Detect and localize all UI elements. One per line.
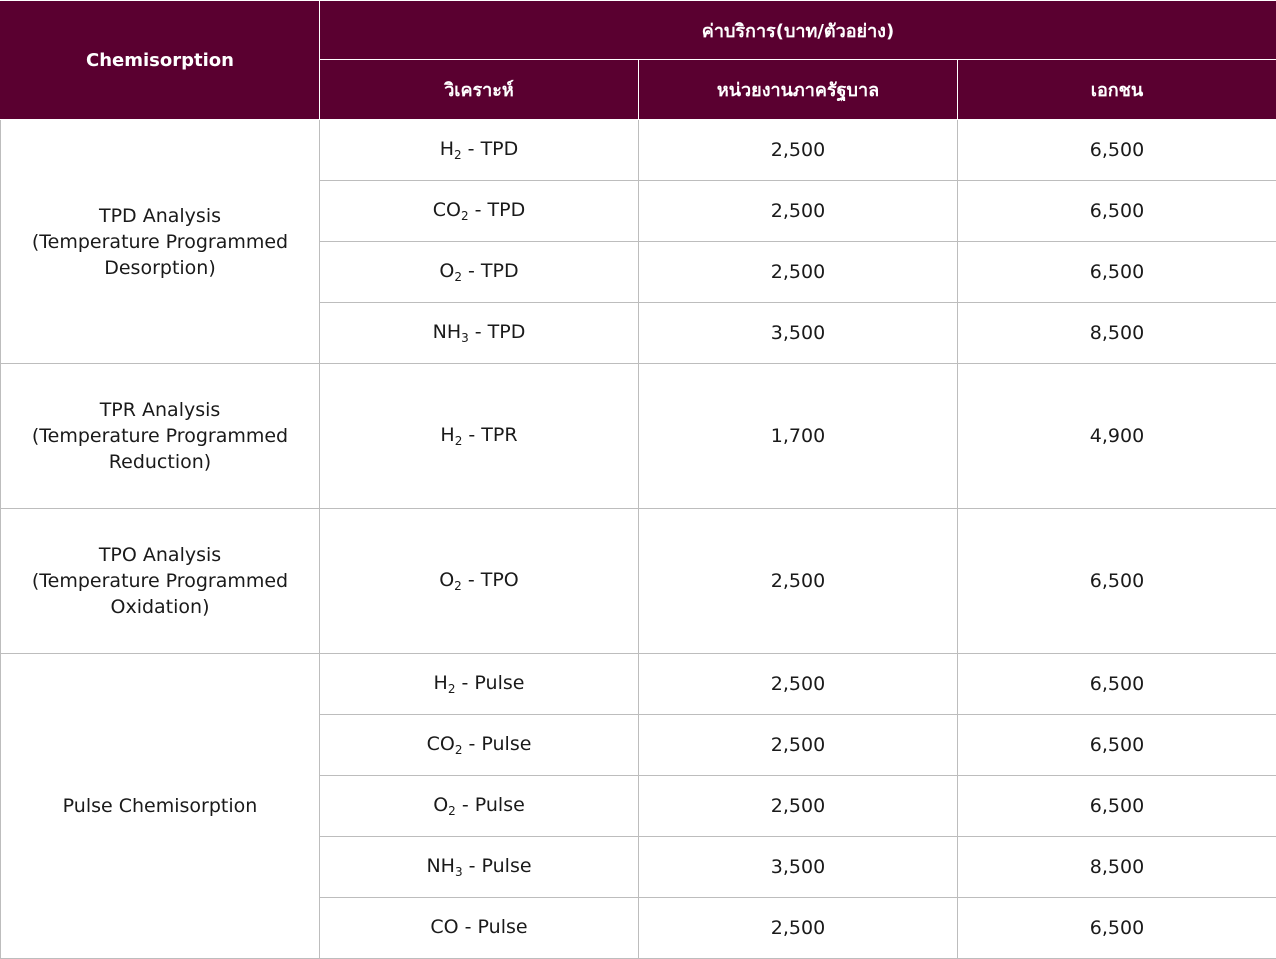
gas-subscript: 3: [454, 865, 463, 879]
government-price: 2,500: [639, 654, 958, 715]
analysis-group-name: [1, 654, 320, 959]
government-price: 2,500: [639, 898, 958, 959]
government-price: 2,500: [639, 242, 958, 303]
analysis-cell: [320, 715, 639, 776]
private-price: 8,500: [958, 837, 1276, 898]
analysis-type: - TPO: [461, 569, 519, 591]
private-price: 8,500: [958, 303, 1276, 364]
gas-formula: O: [439, 260, 455, 282]
group-name-line: (Temperature Programmed: [31, 570, 289, 592]
table-header: [1, 1, 1276, 120]
analysis-group-name: [1, 120, 320, 364]
government-price: 2,500: [639, 181, 958, 242]
gas-formula: H: [439, 138, 454, 160]
analysis-type: - Pulse: [455, 794, 525, 816]
analysis-cell: [320, 898, 639, 959]
gas-formula: O: [433, 794, 449, 816]
private-price: 6,500: [958, 654, 1276, 715]
analysis-type: - TPD: [468, 321, 526, 343]
gas-formula: CO: [432, 199, 461, 221]
group-name-line: (Temperature Programmed: [31, 425, 289, 447]
analysis-type: - Pulse: [462, 733, 532, 755]
private-price: 6,500: [958, 242, 1276, 303]
private-price: 6,500: [958, 776, 1276, 837]
table-body: [1, 120, 1276, 959]
analysis-cell: [320, 654, 639, 715]
analysis-cell: [320, 364, 639, 509]
analysis-cell: [320, 242, 639, 303]
gas-subscript: 2: [454, 579, 462, 593]
analysis-type: - Pulse: [455, 672, 525, 694]
government-price: 3,500: [639, 837, 958, 898]
private-price: 6,500: [958, 120, 1276, 181]
table-row: [1, 364, 1276, 509]
group-name-line: TPR Analysis: [99, 399, 221, 421]
group-name-line: Oxidation): [110, 596, 210, 618]
analysis-cell: [320, 120, 639, 181]
government-price: 3,500: [639, 303, 958, 364]
group-name-line: Reduction): [108, 451, 212, 473]
analysis-group-name: [1, 509, 320, 654]
analysis-group-name: [1, 364, 320, 509]
category-header: Chemisorption: [1, 1, 320, 120]
gas-formula: O: [439, 569, 455, 591]
gas-formula: CO: [426, 733, 455, 755]
government-column-header: หน่วยงานภาครัฐบาล: [639, 60, 958, 120]
government-price: 2,500: [639, 120, 958, 181]
analysis-cell: [320, 303, 639, 364]
private-price: 6,500: [958, 898, 1276, 959]
private-column-header: เอกชน: [958, 60, 1276, 120]
group-name-line: Desorption): [104, 256, 216, 279]
group-name-line: TPD Analysis: [98, 204, 221, 227]
gas-formula: H: [433, 672, 448, 694]
gas-subscript: 2: [448, 804, 456, 818]
gas-subscript: 2: [447, 682, 456, 696]
government-price: 2,500: [639, 715, 958, 776]
gas-formula: NH: [432, 321, 462, 343]
gas-subscript: 2: [454, 270, 462, 284]
group-name-line: Pulse Chemisorption: [62, 795, 258, 817]
analysis-type: - TPD: [461, 260, 519, 282]
analysis-type: - TPD: [468, 199, 526, 221]
group-name-line: TPO Analysis: [98, 544, 222, 566]
gas-subscript: 2: [454, 743, 463, 757]
private-price: 6,500: [958, 181, 1276, 242]
price-group-header: ค่าบริการ(บาท/ตัวอย่าง): [320, 1, 1276, 60]
gas-formula: NH: [426, 855, 455, 877]
analysis-type: - Pulse: [458, 916, 528, 938]
analysis-column-header: วิเคราะห์: [320, 60, 639, 120]
analysis-type: - Pulse: [462, 855, 532, 877]
government-price: 1,700: [639, 364, 958, 509]
gas-formula: H: [440, 424, 455, 446]
analysis-type: - TPR: [462, 424, 518, 446]
private-price: 6,500: [958, 715, 1276, 776]
table-row: [1, 509, 1276, 654]
private-price: 4,900: [958, 364, 1276, 509]
private-price: 6,500: [958, 509, 1276, 654]
gas-formula: CO: [430, 916, 459, 938]
analysis-cell: [320, 181, 639, 242]
group-name-line: (Temperature Programmed: [31, 230, 289, 253]
gas-subscript: 2: [460, 209, 469, 223]
gas-subscript: 3: [461, 331, 469, 345]
gas-subscript: 2: [454, 434, 463, 448]
analysis-type: - TPD: [461, 138, 519, 160]
table-row: [1, 120, 1276, 181]
analysis-cell: [320, 837, 639, 898]
government-price: 2,500: [639, 509, 958, 654]
gas-subscript: 2: [454, 148, 462, 162]
table-row: [1, 654, 1276, 715]
analysis-cell: [320, 509, 639, 654]
analysis-cell: [320, 776, 639, 837]
government-price: 2,500: [639, 776, 958, 837]
